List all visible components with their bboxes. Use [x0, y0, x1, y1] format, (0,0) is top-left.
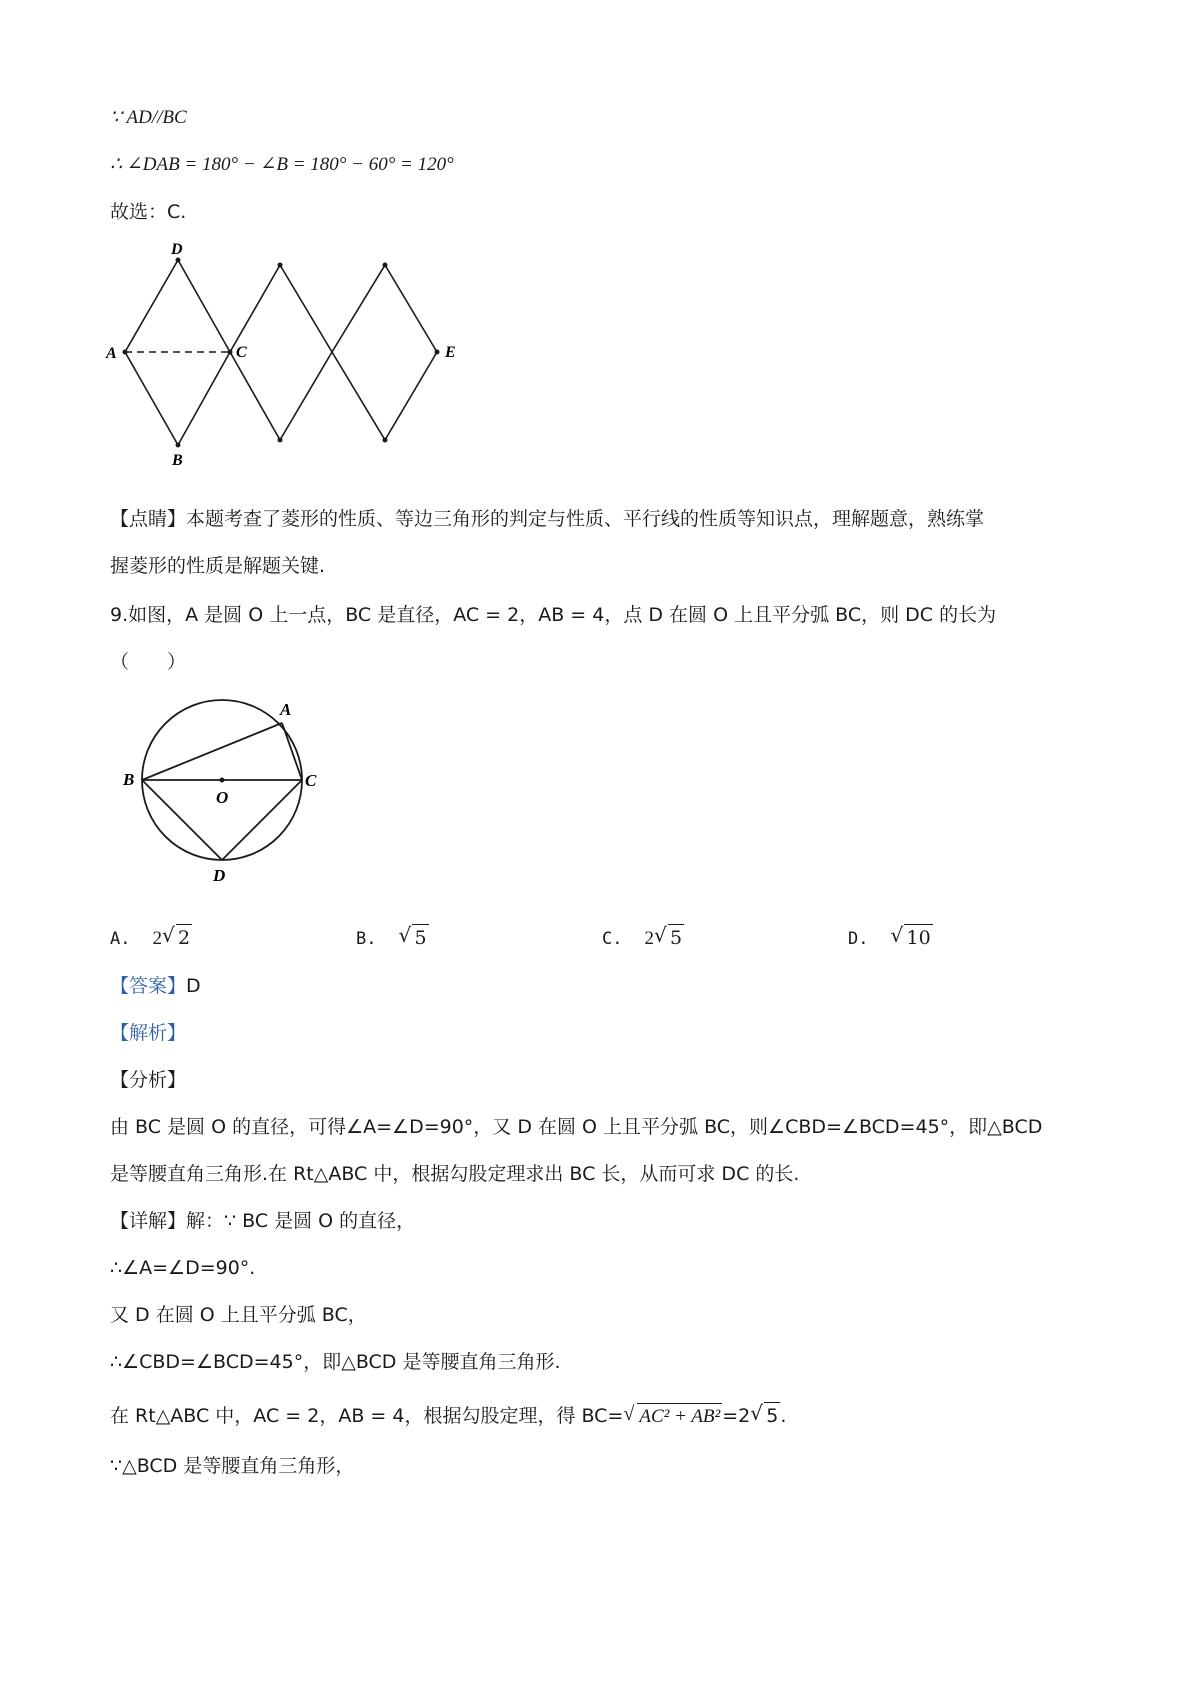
- fenxi-tag: 【分析】: [110, 1069, 187, 1091]
- chord-ba: [142, 723, 282, 780]
- comment-line-2: 握菱形的性质是解题关键.: [110, 555, 326, 577]
- label-a: A: [106, 345, 117, 362]
- choice-a: A. 2√ 2: [110, 924, 192, 950]
- label-b: B: [123, 770, 135, 789]
- analysis-tag: 【解析】: [110, 1022, 187, 1044]
- comment-line-1: 【点睛】本题考查了菱形的性质、等边三角形的判定与性质、平行线的性质等知识点，理解题意，熟练掌: [110, 508, 985, 530]
- question-9-blank: （ ）: [110, 651, 187, 673]
- label-c: C: [305, 771, 317, 790]
- choice-d: D.√ 10: [848, 924, 933, 950]
- solution-step-5: ∵△BCD 是等腰直角三角形，: [110, 1455, 355, 1477]
- choice-c: C. 2√ 5: [602, 924, 684, 950]
- segment-dc: [178, 260, 230, 352]
- choice-b: B.√ 5: [356, 924, 429, 950]
- fenxi-line-2: 是等腰直角三角形.在 Rt△ABC 中，根据勾股定理求出 BC 长，从而可求 DC 的长.: [110, 1163, 800, 1185]
- solution-step-4: 在 Rt△ABC 中，AC = 2，AB = 4，根据勾股定理，得 BC=√ AC² + AB² =2√ 5 .: [110, 1402, 786, 1429]
- answer-line: [110, 975, 201, 998]
- answer-value: D: [186, 975, 201, 997]
- label-o: O: [216, 788, 229, 807]
- label-a: A: [280, 700, 292, 719]
- circle-figure: [118, 695, 338, 895]
- chord-dc: [222, 780, 302, 860]
- solution-step-1: ∴∠A=∠D=90°.: [110, 1257, 256, 1279]
- label-d: D: [171, 241, 183, 258]
- label-b: B: [172, 452, 183, 469]
- solution-step-3: ∴∠CBD=∠BCD=45°，即△BCD 是等腰直角三角形.: [110, 1351, 561, 1373]
- chord-bd: [142, 780, 222, 860]
- chord-ac: [282, 723, 302, 780]
- label-d: D: [213, 866, 226, 885]
- line-ad-parallel-bc: ∵ AD//BC: [110, 107, 187, 128]
- label-c: C: [236, 344, 247, 361]
- xiangjie-line: 【详解】解：∵ BC 是圆 O 的直径，: [110, 1210, 416, 1232]
- solution-step-2: 又 D 在圆 O 上且平分弧 BC，: [110, 1304, 367, 1326]
- line-choose-c: 故选：C.: [110, 201, 187, 223]
- answer-tag: 【答案】: [110, 975, 187, 997]
- question-9: 9.如图，A 是圆 O 上一点，BC 是直径，AC = 2，AB = 4，点 D 在圆 O 上且平分弧 BC，则 DC 的长为: [110, 604, 997, 626]
- fenxi-line-1: 由 BC 是圆 O 的直径，可得∠A=∠D=90°，又 D 在圆 O 上且平分弧 BC，则∠CBD=∠BCD=45°，即△BCD: [110, 1116, 1043, 1138]
- segment-ad: [125, 260, 178, 352]
- segment-ab: [125, 352, 178, 445]
- line-angle-dab: ∴ ∠DAB = 180° − ∠B = 180° − 60° = 120°: [110, 154, 454, 175]
- label-e: E: [445, 344, 456, 361]
- segment-bc: [178, 352, 230, 445]
- rhombus-figure: [100, 240, 456, 469]
